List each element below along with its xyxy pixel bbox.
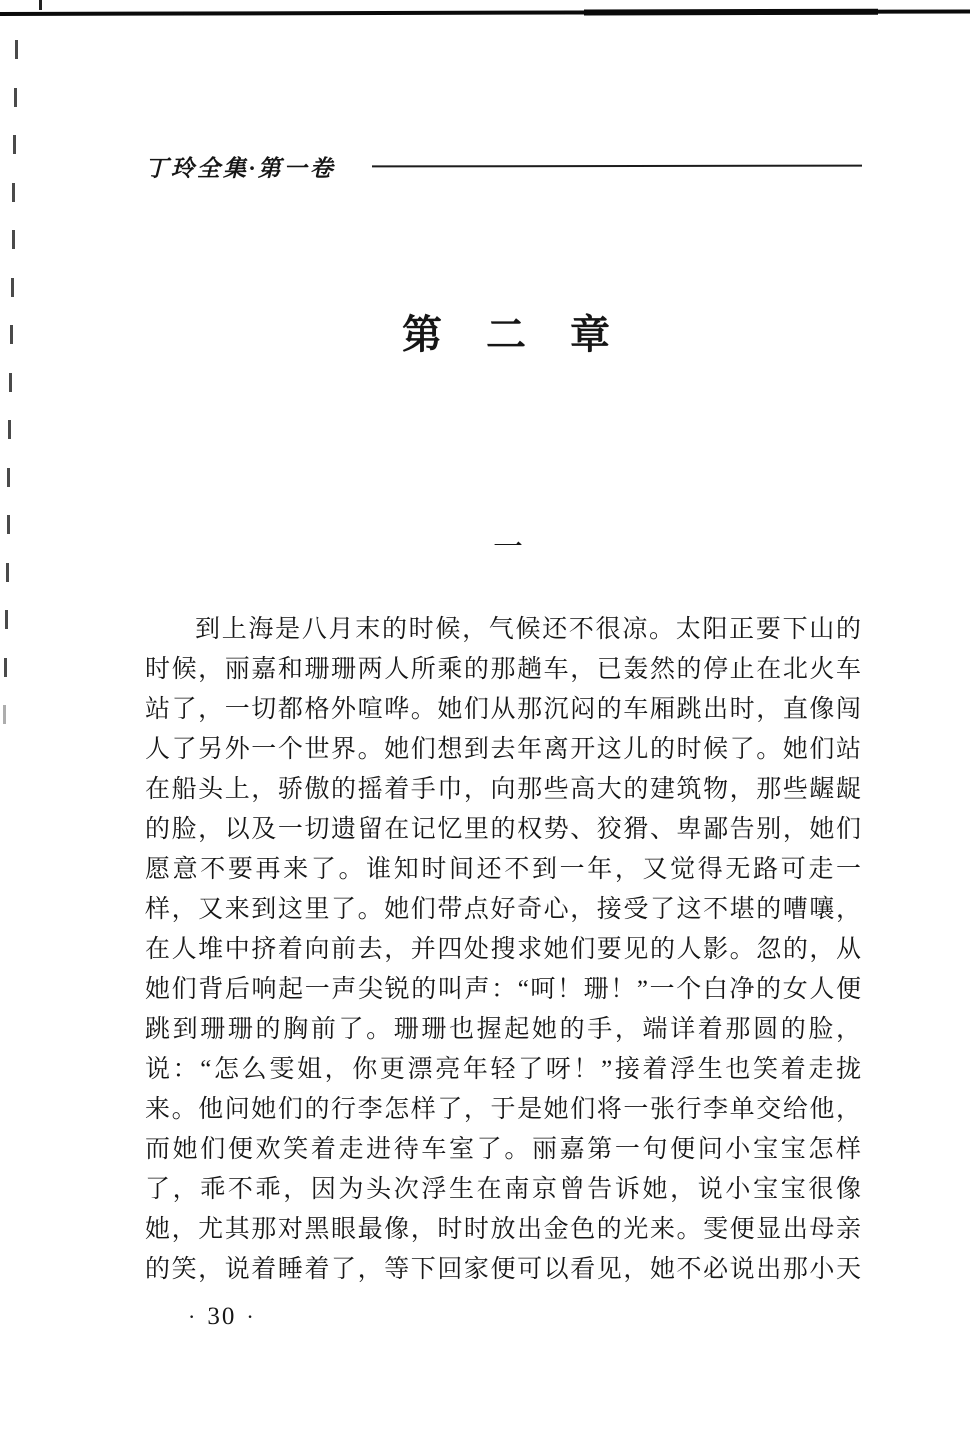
scan-artifact-edge-dash bbox=[7, 468, 10, 487]
scan-artifact-edge-dash bbox=[5, 610, 8, 629]
scan-artifact-edge-dash bbox=[13, 135, 16, 154]
scan-artifact-edge-dash bbox=[15, 40, 18, 59]
text-line: 的笑，说着睡着了，等下回家便可以看见，她不必说出那小天 bbox=[145, 1256, 861, 1283]
text-line: 而她们便欢笑着走进待车室了。丽嘉第一句便问小宝宝怎样 bbox=[145, 1136, 861, 1163]
scan-artifact-edge-dash bbox=[7, 515, 10, 534]
text-line: 来。他问她们的行李怎样了，于是她们将一张行李单交给他， bbox=[145, 1096, 861, 1123]
scan-artifact-edge-dash bbox=[9, 373, 12, 392]
text-line: 到上海是八月末的时候，气候还不很凉。太阳正要下山的 bbox=[195, 616, 861, 643]
scan-artifact-edge-dash bbox=[12, 183, 15, 202]
scan-artifact-edge-dash bbox=[4, 658, 7, 677]
scan-artifact-edge-dash bbox=[10, 325, 13, 344]
book-title: 丁玲全集·第一卷 bbox=[145, 156, 336, 181]
running-head-rule bbox=[372, 165, 862, 168]
running-head bbox=[145, 150, 860, 184]
scan-artifact-edge-dash bbox=[14, 88, 17, 107]
chapter-title: 第二章 bbox=[402, 312, 654, 357]
text-line: 她们背后响起一声尖锐的叫声：“呵！珊！”一个白净的女人便 bbox=[145, 976, 861, 1003]
text-line: 说：“怎么雯姐，你更漂亮年轻了呀！”接着浮生也笑着走拢 bbox=[145, 1056, 861, 1083]
scan-artifact-edge-dash bbox=[3, 705, 6, 724]
scan-artifact-edge-dash bbox=[8, 420, 11, 439]
page-number-left-dot: · bbox=[188, 1304, 198, 1329]
scan-artifact-edge-dash bbox=[6, 563, 9, 582]
text-line: 跳到珊珊的胸前了。珊珊也握起她的手，端详着那圆的脸， bbox=[145, 1016, 861, 1043]
text-line: 她，尤其那对黑眼最像，时时放出金色的光来。雯便显出母亲 bbox=[145, 1216, 861, 1243]
scan-artifact-top-bar bbox=[0, 9, 970, 16]
body-text bbox=[145, 610, 861, 1290]
text-line: 在人堆中挤着向前去，并四处搜求她们要见的人影。忽的，从 bbox=[145, 936, 861, 963]
page-number-right-dot: · bbox=[246, 1304, 256, 1329]
text-line: 在船头上，骄傲的摇着手巾，向那些高大的建筑物，那些龌龊 bbox=[145, 776, 861, 803]
text-line: 了，乖不乖，因为头次浮生在南京曾告诉她，说小宝宝很像 bbox=[145, 1176, 861, 1203]
text-line: 时候，丽嘉和珊珊两人所乘的那趟车，已轰然的停止在北火车 bbox=[145, 656, 861, 683]
text-line: 的脸，以及一切遗留在记忆里的权势、狡猾、卑鄙告别，她们 bbox=[145, 816, 861, 843]
text-line: 样，又来到这里了。她们带点好奇心，接受了这不堪的嘈嚷， bbox=[145, 896, 861, 923]
section-marker: 一 bbox=[493, 531, 523, 564]
page-number bbox=[178, 1303, 266, 1331]
text-line: 人了另外一个世界。她们想到去年离开这儿的时候了。她们站 bbox=[145, 736, 861, 763]
text-line: 站了，一切都格外喧哗。她们从那沉闷的车厢跳出时，直像闯 bbox=[145, 696, 861, 723]
scan-artifact-edge-dash bbox=[12, 230, 15, 249]
scan-artifact-top-tick bbox=[39, 0, 42, 10]
scan-artifact-edge-dash bbox=[11, 278, 14, 297]
page-number-value: 30 bbox=[207, 1303, 237, 1330]
text-line: 愿意不要再来了。谁知时间还不到一年，又觉得无路可走一 bbox=[145, 856, 861, 883]
